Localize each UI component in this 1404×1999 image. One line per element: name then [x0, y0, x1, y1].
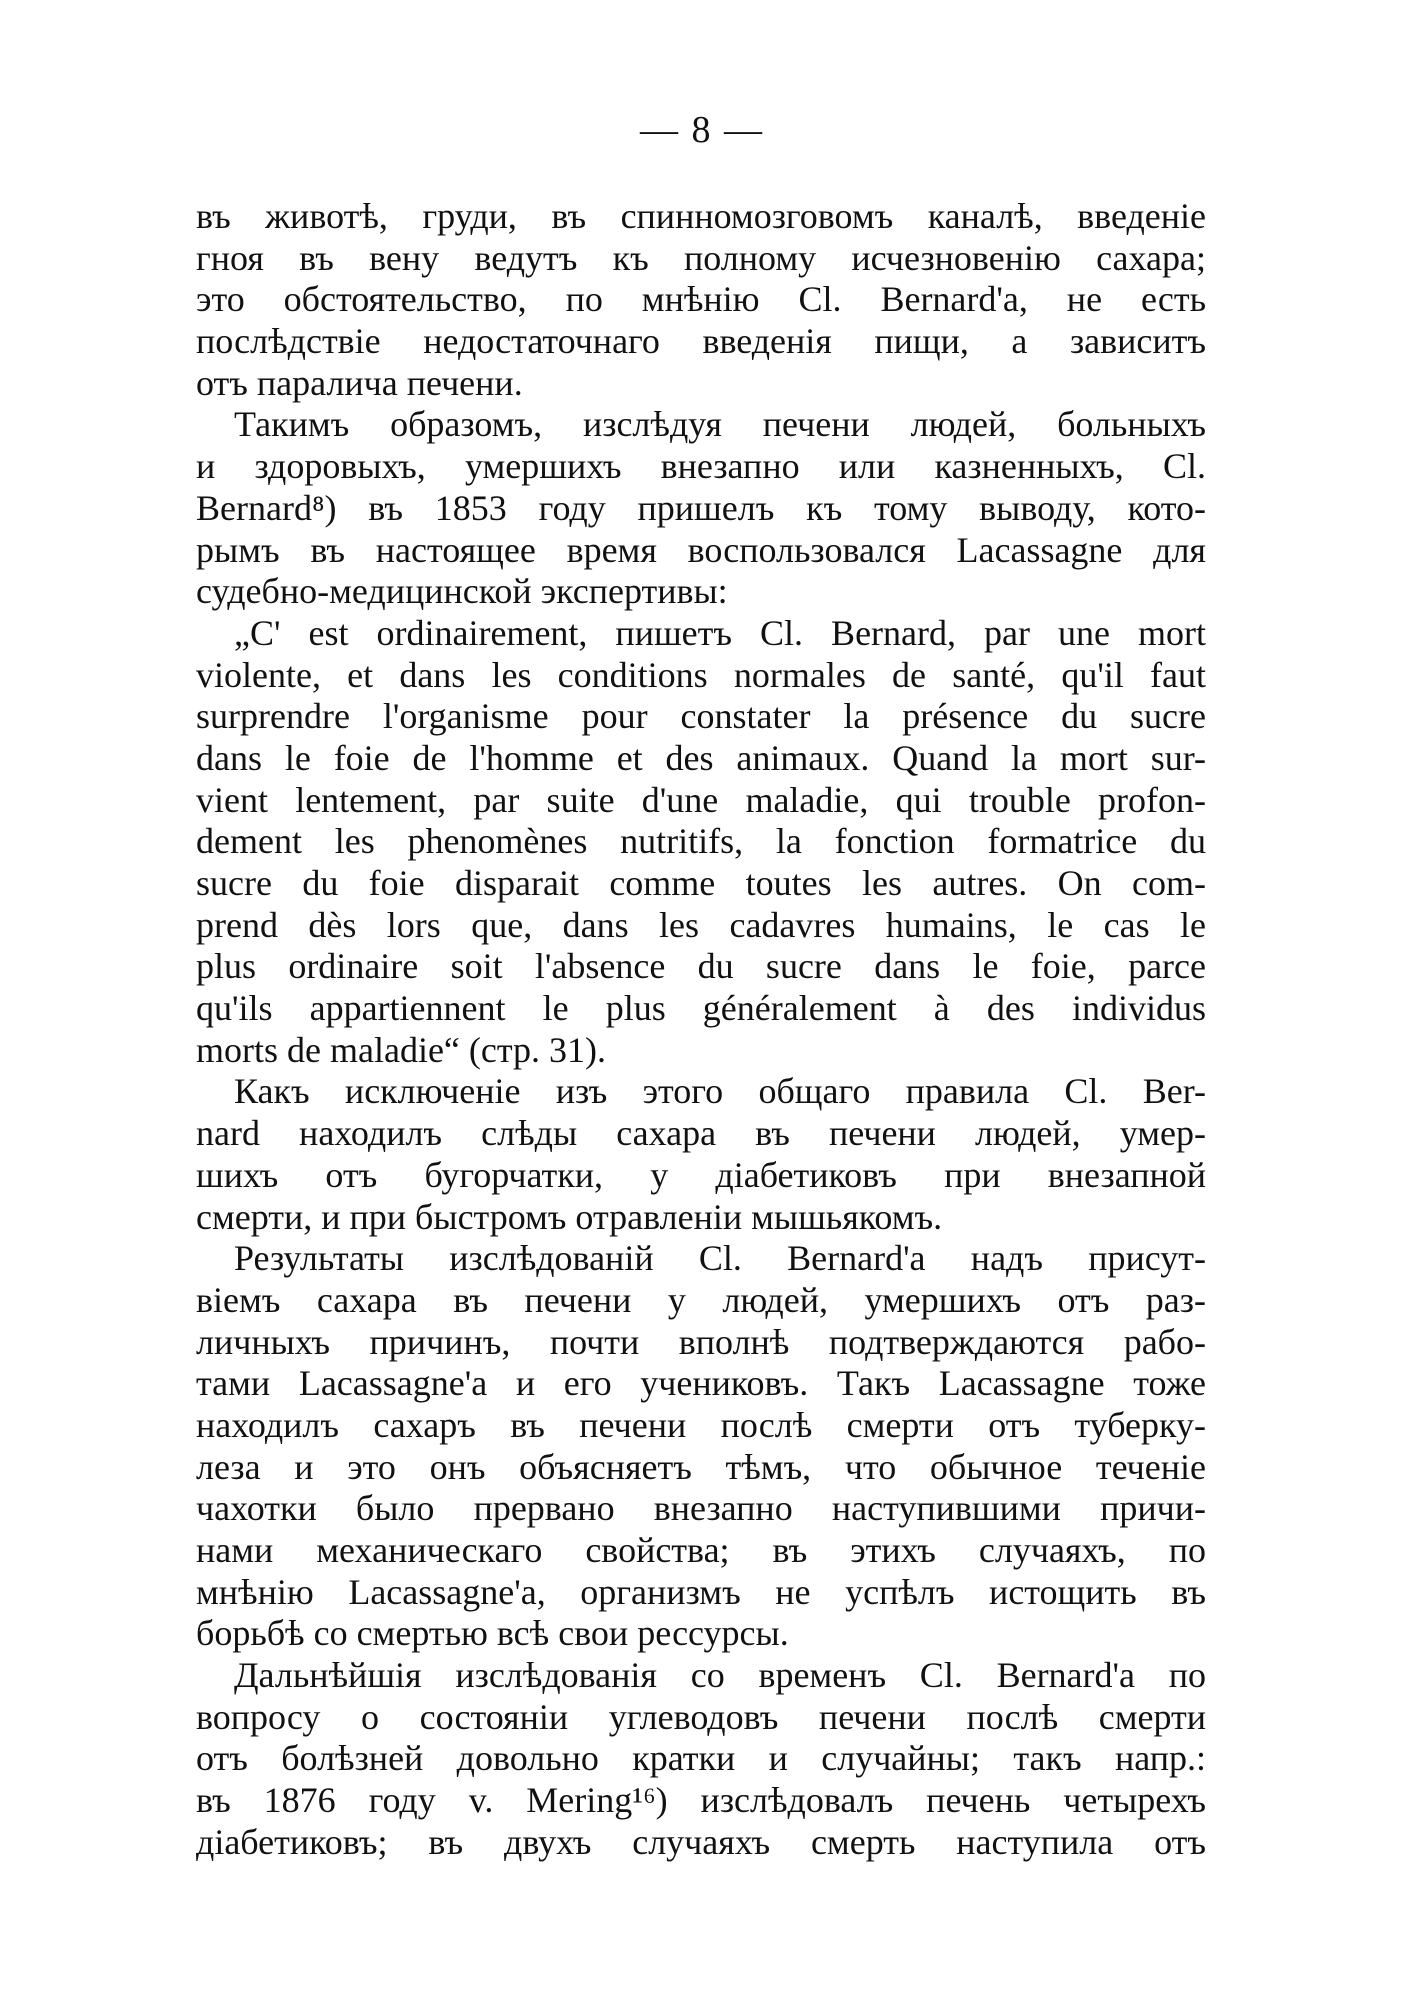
- text-line: рымъ въ настоящее время воспользовался Lacassagne для: [196, 529, 1206, 570]
- text-line: surprendre l'organisme pour constater la présence du sucre: [196, 696, 1206, 737]
- text-line: діабетиковъ; въ двухъ случаяхъ смерть наступила отъ: [196, 1821, 1206, 1862]
- text-line: Bernard⁸) въ 1853 году пришелъ къ тому выводу, кото-: [196, 487, 1206, 528]
- text-line: это обстоятельство, по мнѣнію Cl. Bernard'a, не есть: [196, 279, 1206, 320]
- text-line: plus ordinaire soit l'absence du sucre dans le foie, parce: [196, 946, 1206, 987]
- text-line: смерти, и при быстромъ отравленіи мышьякомъ.: [196, 1196, 943, 1237]
- text-line: мнѣнію Lacassagne'a, организмъ не успѣлъ истощить въ: [196, 1571, 1206, 1612]
- text-line: dement les phenomènes nutritifs, la fonction formatrice du: [196, 821, 1206, 862]
- text-line: sucre du foie disparait comme toutes les autres. On com-: [196, 863, 1206, 903]
- text-line: Результаты изслѣдованій Cl. Bernard'a надъ присут-: [234, 1238, 1206, 1279]
- text-line: отъ болѣзней довольно кратки и случайны; такъ напр.:: [196, 1738, 1206, 1779]
- text-line: въ животѣ, груди, въ спинномозговомъ каналѣ, введеніе: [196, 196, 1206, 236]
- text-line: находилъ сахаръ въ печени послѣ смерти отъ туберку-: [196, 1404, 1206, 1445]
- text-line: отъ паралича печени.: [196, 362, 523, 403]
- page-number: — 8 —: [640, 109, 764, 151]
- text-line: и здоровыхъ, умершихъ внезапно или казненныхъ, Cl.: [196, 446, 1206, 487]
- text-line: послѣдствіе недостаточнаго введенія пищи, а зависитъ: [196, 321, 1206, 362]
- text-line: Дальнѣйшія изслѣдованія со временъ Cl. Bernard'a по: [234, 1655, 1206, 1696]
- body-text: [196, 196, 1206, 1864]
- text-line: леза и это онъ объясняетъ тѣмъ, что обычное теченіе: [196, 1446, 1206, 1487]
- text-line: dans le foie de l'homme et des animaux. Quand la mort sur-: [196, 737, 1206, 778]
- text-line: личныхъ причинъ, почти вполнѣ подтверждаются рабо-: [196, 1321, 1206, 1362]
- text-line: віемъ сахара въ печени у людей, умершихъ отъ раз-: [196, 1279, 1206, 1320]
- text-line: шихъ отъ бугорчатки, у діабетиковъ при внезапной: [196, 1154, 1206, 1195]
- text-line: qu'ils appartiennent le plus généralement à des individus: [196, 988, 1206, 1029]
- text-line: Какъ исключеніе изъ этого общаго правила Cl. Ber-: [234, 1071, 1206, 1112]
- text-line: vient lentement, par suite d'une maladie, qui trouble profon-: [196, 779, 1206, 820]
- text-line: тами Lacassagne'a и его учениковъ. Такъ Lacassagne тоже: [196, 1363, 1206, 1404]
- text-line: violente, et dans les conditions normales de santé, qu'il faut: [196, 654, 1206, 695]
- text-line: nard находилъ слѣды сахара въ печени людей, умер-: [196, 1113, 1206, 1154]
- text-line: нами механическаго свойства; въ этихъ случаяхъ, по: [196, 1530, 1206, 1570]
- text-line: morts de maladie“ (стр. 31).: [196, 1029, 607, 1070]
- text-line: „C' est ordinairement, пишетъ Cl. Bernard, par une mort: [234, 612, 1206, 653]
- text-line: борьбѣ со смертью всѣ свои рессурсы.: [196, 1613, 789, 1654]
- text-line: чахотки было прервано внезапно наступившими причи-: [196, 1488, 1206, 1529]
- text-line: судебно-медицинской экспертивы:: [196, 571, 728, 612]
- text-line: гноя въ вену ведутъ къ полному исчезновенію сахара;: [196, 237, 1206, 278]
- text-line: въ 1876 году v. Mering¹⁶) изслѣдовалъ печень четырехъ: [196, 1780, 1206, 1821]
- text-line: вопросу о состояніи углеводовъ печени послѣ смерти: [196, 1696, 1206, 1737]
- text-line: Такимъ образомъ, изслѣдуя печени людей, больныхъ: [234, 404, 1206, 445]
- text-line: prend dès lors que, dans les cadavres humains, le cas le: [196, 904, 1206, 945]
